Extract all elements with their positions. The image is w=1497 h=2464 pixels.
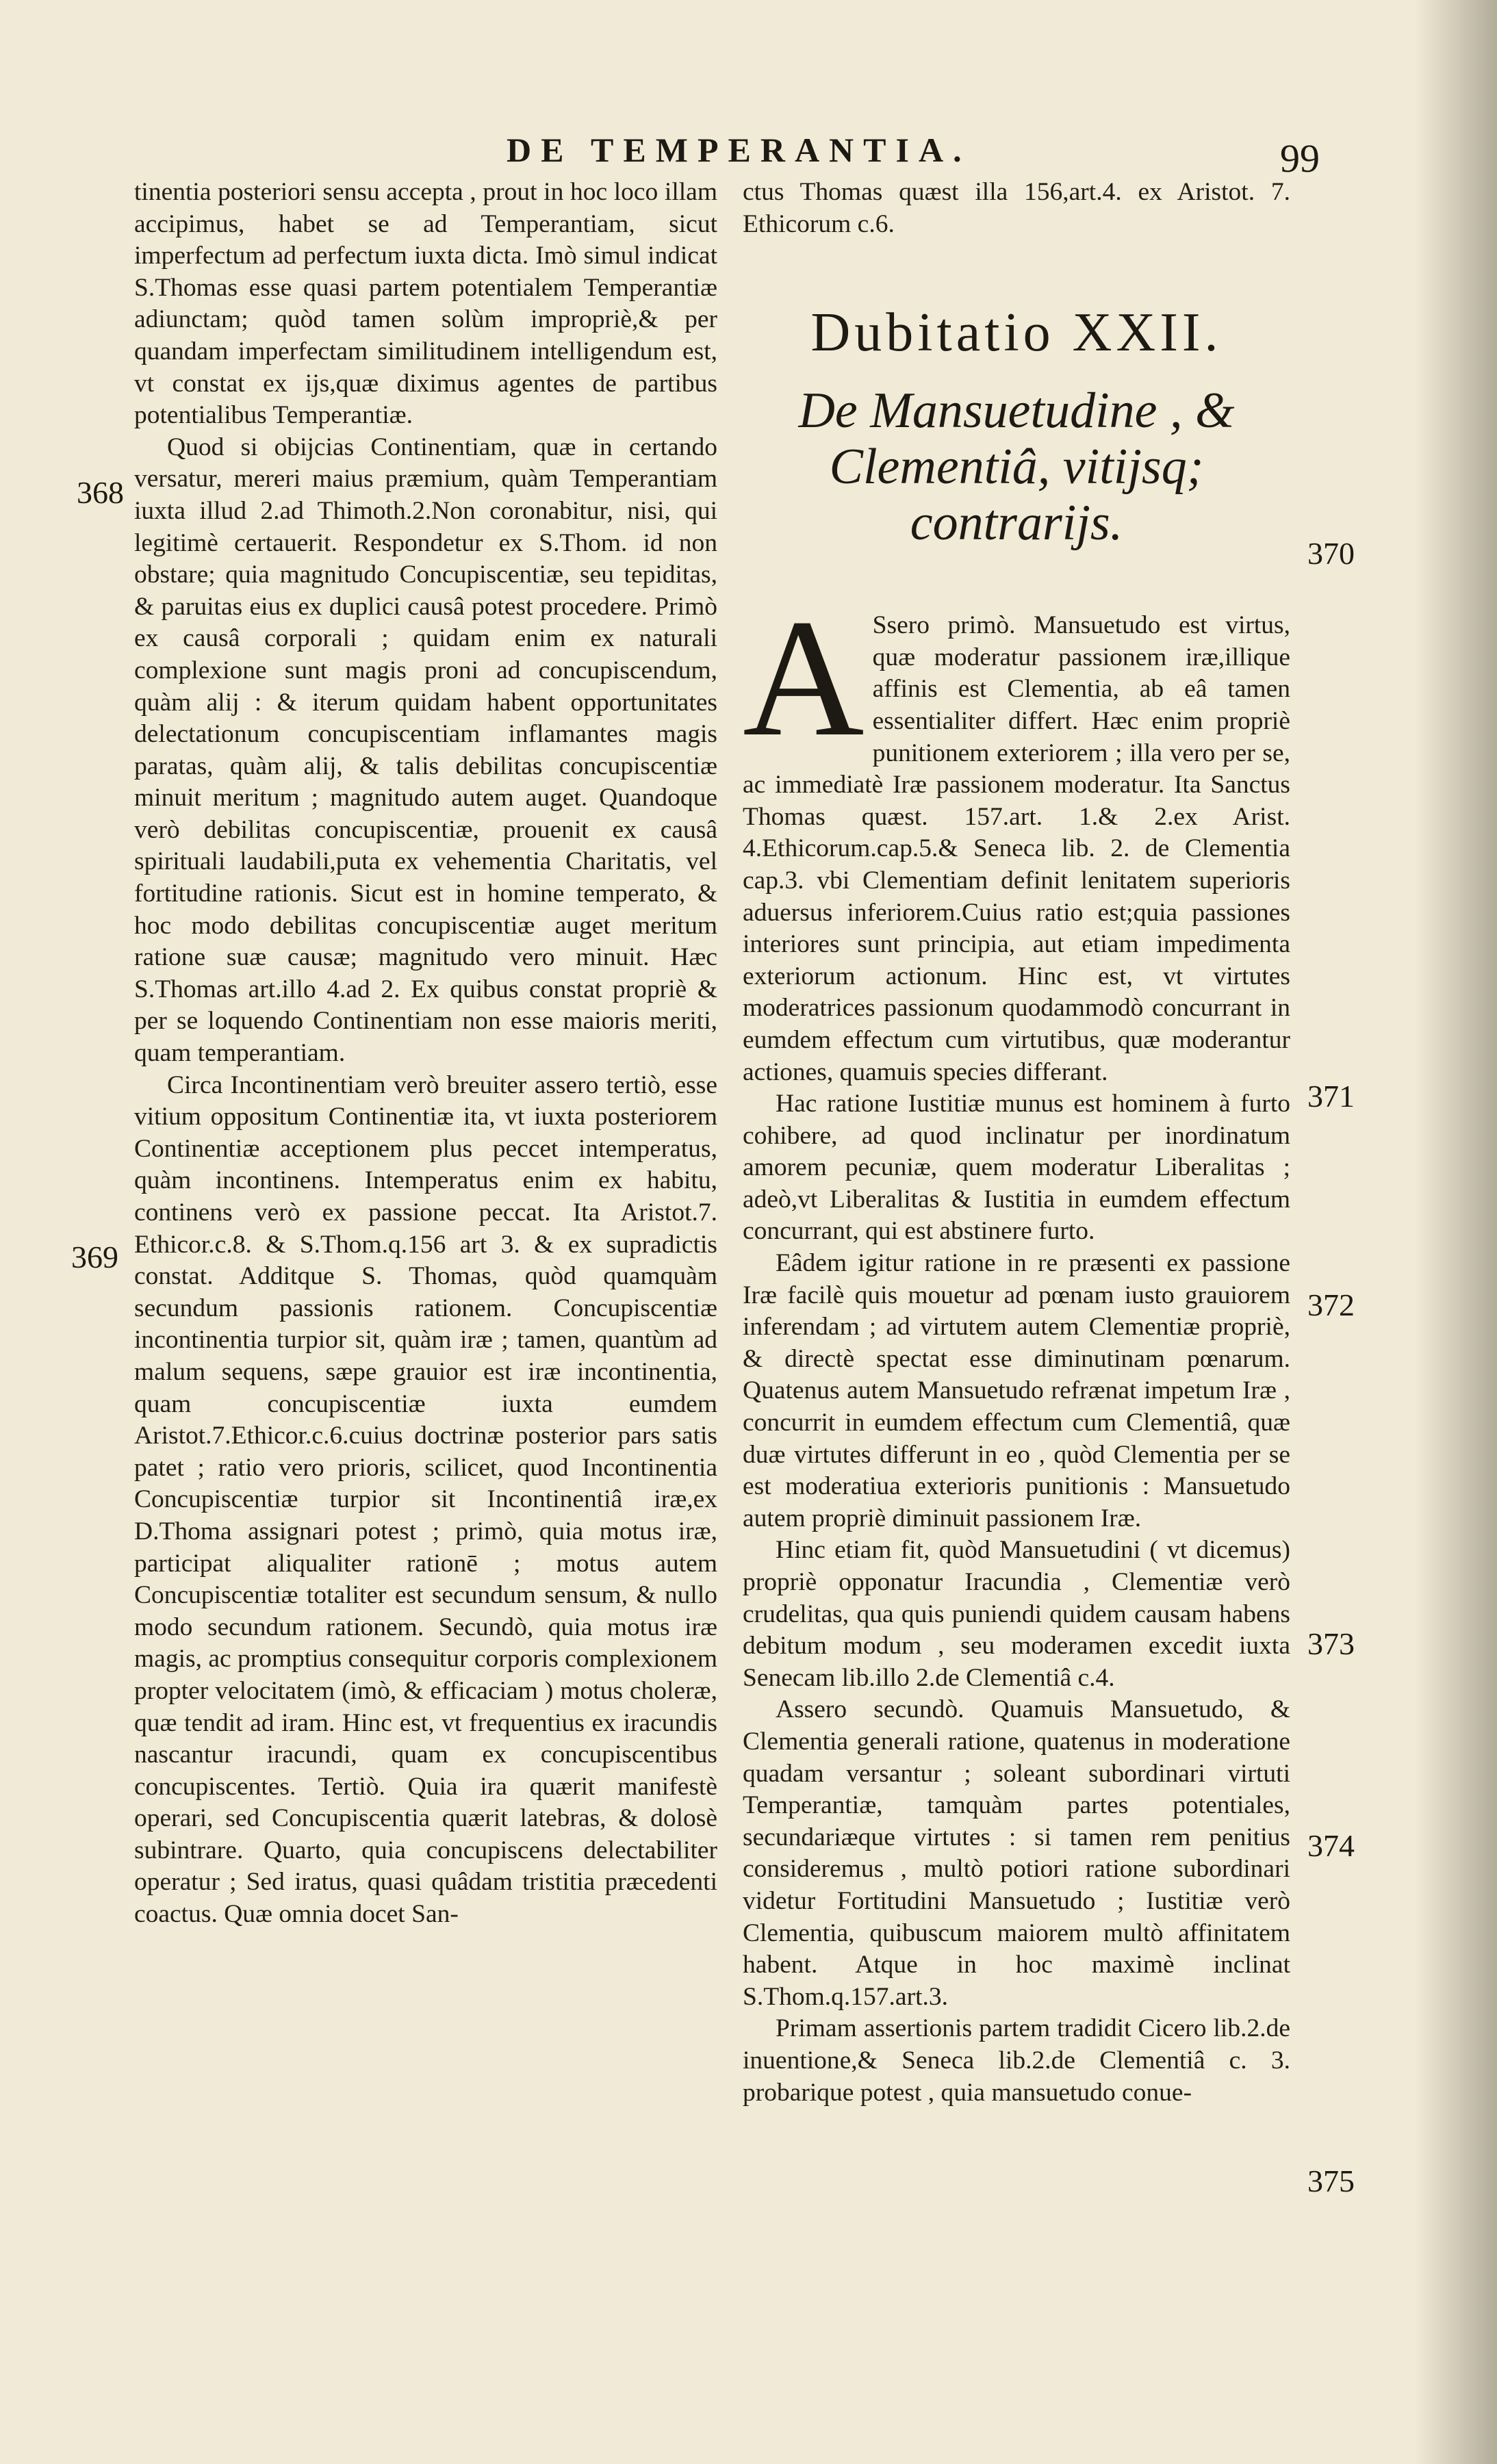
drop-cap: A (743, 585, 865, 772)
marginal-number-369: 369 (71, 1240, 118, 1274)
paragraph: Hac ratione Iustitiæ munus est hominem à furto cohibere, ad quod inclinatur per inordinatum amorem pecuniæ, quem moderatur Liberalitas ; adeò,vt Liberalitas & Iustitia in eumdem effectum concurrant, qui est abstinere furto. (743, 1090, 1290, 1246)
page-number: 99 (1280, 136, 1320, 181)
paragraph: Ssero primò. Mansuetudo est virtus, quæ moderatur passionem iræ,illique affinis est Clementia, ab eâ tamen essentialiter differt. Hæc enim propriè punitionem exteriorem ; illa vero per se, ac immediatè Iræ passionem moderatur. Ita Sanctus Thomas quæst. 157.art. 1.& 2.ex Arist. 4.Ethicorum.cap.5.& Seneca lib. 2. de Clementia cap.3. vbi Clementiam definit lenitatem superioris aduersus inferiorem.Cuius ratio est;quia passiones interiores sunt principia, aut etiam impedimenta exteriorum actionum. Hinc est, vt virtutes moderatrices passionum quodammodò concurrant in eumdem effectum cum virtutibus, quæ moderantur actiones, quamuis species differant. (743, 611, 1290, 1086)
marginal-number-374: 374 (1307, 1828, 1355, 1863)
first-paragraph (743, 585, 1290, 1088)
paragraph: Hinc etiam fit, quòd Mansuetudini ( vt dicemus) propriè opponatur Iracundia , Clementiæ verò crudelitas, qua quis puniendi quidem causam habens debitum modum , seu moderamen excedit iuxta Senecam lib.illo 2.de Clementiâ c.4. (743, 1536, 1290, 1692)
marginal-number-373: 373 (1307, 1626, 1355, 1661)
marginal-number-370: 370 (1307, 536, 1355, 571)
marginal-number-375: 375 (1307, 2164, 1355, 2198)
paragraph: Primam assertionis partem tradidit Cicero lib.2.de inuentione,& Seneca lib.2.de Clementiâ c. 3. probarique potest , quia mansuetudo conue- (743, 2014, 1290, 2107)
section-subheading: De Mansuetudine , & Clementiâ, vitijsq; contrarijs. (798, 383, 1235, 552)
paragraph: Quod si obijcias Continentiam, quæ in certando versatur, mereri maius præmium, quàm Temperantiam iuxta illud 2.ad Thimoth.2.Non coronabitur, nisi, qui legitimè certauerit. Respondetur ex S.Thom. id non obstare; quia magnitudo Concupiscentiæ, seu tepiditas, & paruitas eius ex duplici causâ potest procedere. Primò ex causâ corporali ; quidam enim ex naturali complexione sunt magis proni ad concupiscendum, quàm alij : & iterum quidam habent opportunitates delectationum concupiscentiam inflamantes magis paratas, quàm alij, & talis debilitas concupiscentiæ minuit meritum ; magnitudo autem auget. Quandoque verò debilitas concupiscentiæ, prouenit ex causâ spirituali laudabili,puta ex vehementia Charitatis, vel fortitudine rationis. Sicut est in homine temperato, & hoc modo debilitas concupiscentiæ auget meritum ratione suæ causæ; magnitudo vero minuit. Hæc S.Thomas art.illo 4.ad 2. Ex quibus constat propriè & per se loquendo Continentiam non esse maioris meriti, quam temperantiam. (134, 433, 717, 1068)
page-edge-shadow (1415, 0, 1497, 2464)
paragraph: Assero secundò. Quamuis Mansuetudo, & Clementia generali ratione, quatenus in moderatione quadam versantur ; soleant subordinari virtuti Temperantiæ, tamquàm partes potentiales, secundariæque virtutes : si tamen rem penitius consideremus , multò potiori ratione subordinari videtur Fortitudini Mansuetudo ; Iustitiæ verò Clementia, quibuscum maiorem multò affinitatem habent. Atque in hoc maximè inclinat S.Thom.q.157.art.3. (743, 1695, 1290, 2011)
marginal-number-371: 371 (1307, 1079, 1355, 1114)
running-head: DE TEMPERANTIA. (507, 131, 971, 169)
marginal-number-372: 372 (1307, 1287, 1355, 1322)
right-column (743, 177, 1290, 2109)
left-column (134, 177, 717, 1931)
paragraph: ctus Thomas quæst illa 156,art.4. ex Aristot. 7. Ethicorum c.6. (743, 178, 1290, 238)
paragraph: Circa Incontinentiam verò breuiter assero tertiò, esse vitium oppositum Continentiæ ita, vt iuxta posteriorem Continentiæ acceptionem plus peccet intemperatus, quàm incontinens. Intemperatus enim ex habitu, continens verò ex passione peccat. Ita Aristot.7. Ethicor.c.8. & S.Thom.q.156 art 3. & ex supradictis constat. Additque S. Thomas, quòd quamquàm secundum passionis rationem. Concupiscentiæ incontinentia turpior sit, quàm iræ ; tamen, quantùm ad malum sequens, sæpe grauior est iræ incontinentia, quam concupiscentiæ iuxta eumdem Aristot.7.Ethicor.c.6.cuius doctrinæ posterior pars satis patet ; ratio vero prioris, scilicet, quod Incontinentia Concupiscentiæ turpior sit Incontinentiâ iræ,ex D.Thoma assignari potest ; primò, quia motus iræ, participat aliqualiter rationē ; motus autem Concupiscentiæ totaliter est secundum sensum, & nullo modo secundum rationem. Secundò, quia motus iræ magis, ac promptius consequitur corporis complexionem propter velocitatem (imò, & efficaciam ) motus choleræ, quæ tendit ad iram. Hinc est, vt frequentius ex iracundis nascantur iracundi, quam ex concupiscentibus concupiscentes. Tertiò. Quia ira quærit manifestè operari, sed Concupiscentia quærit latebras, & dolosè subintrare. Quarto, quia concupiscens delectabiliter operatur ; Sed iratus, quasi quâdam tristitia præcedenti coactus. Quæ omnia docet San- (134, 1070, 717, 1929)
section-heading: Dubitatio XXII. (810, 303, 1223, 363)
paragraph: Eâdem igitur ratione in re præsenti ex passione Iræ facilè quis mouetur ad pœnam iusto grauiorem inferendam ; ad virtutem autem Clementiæ propriè, & directè spectat esse diminutinam pœnarum. Quatenus autem Mansuetudo refrænat impetum Iræ , concurrit in eumdem effectum cum Clementiâ, quæ duæ virtutes differunt in eo , quòd Clementia per se est moderatiua exterioris punitionis : Mansuetudo autem propriè diminuit passionem Iræ. (743, 1249, 1290, 1532)
paragraph: tinentia posteriori sensu accepta , prout in hoc loco illam accipimus, habet se ad Temperantiam, sicut imperfectum ad perfectum iuxta dicta. Imò simul indicat S.Thomas esse quasi partem potentialem Temperantiæ adiunctam; quòd tamen solùm impropriè,& per quandam imperfectam similitudinem intelligendum est, vt constat ex ijs,quæ diximus agentes de partibus potentialibus Temperantiæ. (134, 178, 717, 430)
marginal-number-368: 368 (77, 475, 124, 510)
